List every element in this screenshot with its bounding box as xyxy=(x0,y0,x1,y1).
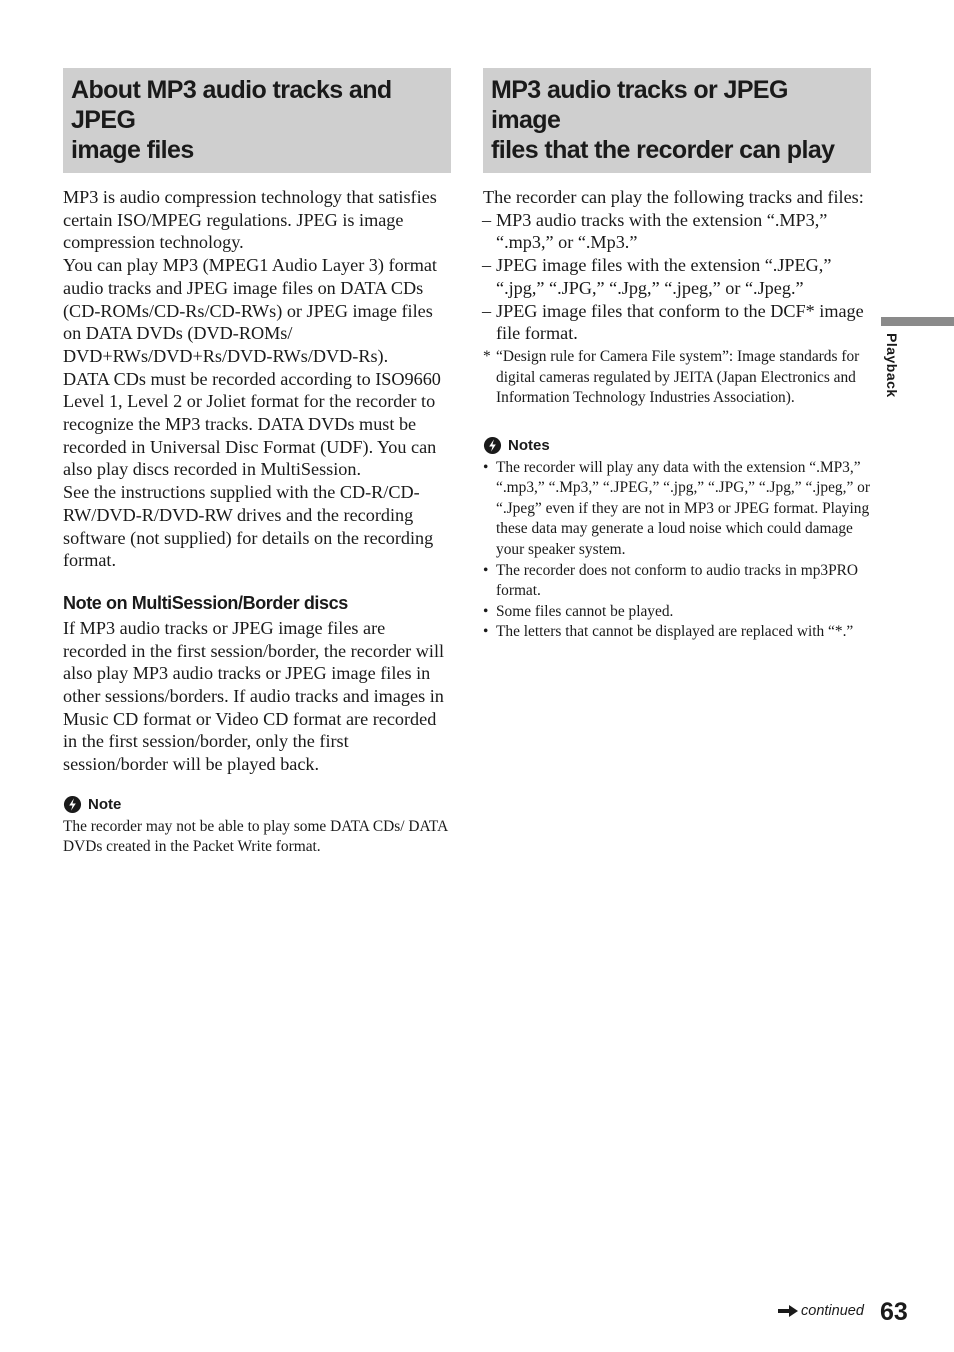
list-item: • Some files cannot be played. xyxy=(483,602,871,623)
section-title-playable-files xyxy=(483,68,871,173)
title-line-1: About MP3 audio tracks and JPEG xyxy=(71,76,392,134)
note-label: Note xyxy=(88,795,122,813)
note-icon xyxy=(63,795,82,814)
right-column xyxy=(483,68,871,643)
notes-label: Notes xyxy=(508,436,550,454)
paragraph-multisession: If MP3 audio tracks or JPEG image files are recorded in the first session/border, the recorder will also play MP3 audio tracks or JPEG image files in other sessions/borders. If audio tracks and images in Music CD format or Video CD format are recorded in the first session/border, only the first session/border will be played back. xyxy=(63,617,445,775)
paragraph-instructions: See the instructions supplied with the CD-R/CD-RW/DVD-R/DVD-RW drives and the recording software (not supplied) for details on the recording format. xyxy=(63,482,434,571)
note-icon xyxy=(483,436,502,455)
list-item: – JPEG image files that conform to the DCF* image file format. xyxy=(483,300,871,345)
left-column xyxy=(63,68,451,858)
page-number: 63 xyxy=(880,1298,908,1326)
continued-label: continued xyxy=(801,1303,864,1319)
subhead-multisession: Note on MultiSession/Border discs xyxy=(63,592,348,613)
paragraph-playable-intro: The recorder can play the following tracks and files: xyxy=(483,187,864,207)
side-tab-label: Playback xyxy=(884,333,900,398)
paragraph-intro: MP3 is audio compression technology that satisfies certain ISO/MPEG regulations. JPEG is image compression technology. xyxy=(63,187,437,253)
paragraph-playable-discs: You can play MP3 (MPEG1 Audio Layer 3) format audio tracks and JPEG image files on DATA CDs (CD-ROMs/CD-Rs/CD-RWs) or JPEG image files on DATA DVDs (DVD-ROMs/ DVD+RWs/DVD+Rs/DVD-RWs/DVD-Rs). xyxy=(63,255,437,366)
list-item: – MP3 audio tracks with the extension “.MP3,” “.mp3,” or “.Mp3.” xyxy=(483,209,871,254)
continued-indicator xyxy=(778,1301,864,1321)
arrow-right-icon xyxy=(778,1305,798,1317)
list-item: • The recorder will play any data with the extension “.MP3,” “.mp3,” “.Mp3,” “.JPEG,” “.jpg,” “.JPG,” “.Jpg,” “.jpeg,” or “.Jpeg” even if they are not in MP3 or JPEG format. Playing these data may generate a loud noise which could damage your speaker system. xyxy=(483,458,871,561)
footnote-text: “Design rule for Camera File system”: Image standards for digital cameras regulated by JEITA (Japan Electronics and Information Technology Industries Association). xyxy=(496,347,860,407)
list-item: • The letters that cannot be displayed are replaced with “*.” xyxy=(483,622,871,643)
paragraph-recording-format: DATA CDs must be recorded according to ISO9660 Level 1, Level 2 or Joliet format for the recorder to recognize the MP3 tracks. DATA DVDs must be recorded in Universal Disc Format (UDF). You can also play discs recorded in MultiSession. xyxy=(63,368,441,480)
list-item: – JPEG image files with the extension “.JPEG,” “.jpg,” “.JPG,” “.Jpg,” “.jpeg,” or “.Jpeg.” xyxy=(483,254,871,299)
note-heading xyxy=(63,795,451,815)
title-line-2: image files xyxy=(71,136,194,164)
playable-files-list xyxy=(483,209,871,345)
footnote-mark: * xyxy=(483,347,491,365)
notes-heading xyxy=(483,436,871,456)
note-text: The recorder may not be able to play some DATA CDs/ DATA DVDs created in the Packet Write format. xyxy=(63,817,448,856)
list-item: • The recorder does not conform to audio tracks in mp3PRO format. xyxy=(483,561,871,602)
title-line-1: MP3 audio tracks or JPEG image xyxy=(491,76,788,134)
section-title-mp3-jpeg-about xyxy=(63,68,451,173)
side-tab-bar xyxy=(881,317,954,326)
footnote xyxy=(483,347,871,409)
title-line-2: files that the recorder can play xyxy=(491,136,835,164)
notes-list xyxy=(483,458,871,643)
